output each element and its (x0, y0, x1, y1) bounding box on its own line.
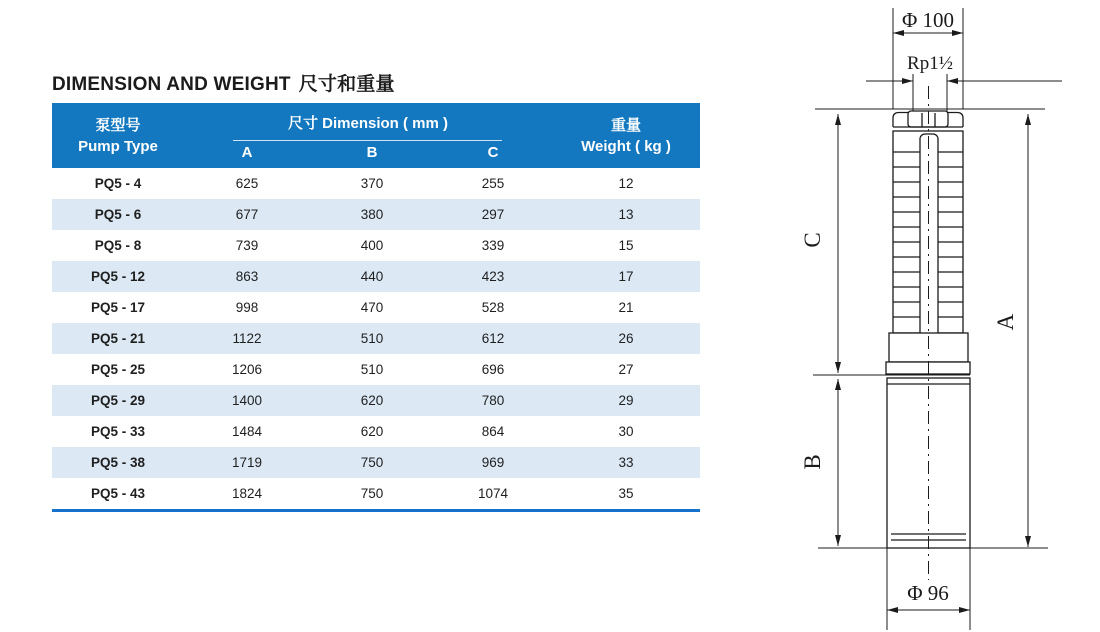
header-dimension-underline (233, 140, 502, 141)
table-row (52, 199, 700, 230)
cell-weight: 13 (618, 207, 634, 222)
label-dim-b: B (800, 454, 825, 470)
cell-dim-c: 864 (481, 424, 505, 439)
cell-pump-type: PQ5 - 8 (94, 238, 142, 253)
table-body (52, 168, 700, 509)
cell-weight: 29 (618, 393, 634, 408)
cell-dim-a: 1122 (232, 331, 262, 346)
label-dia-96: Φ 96 (907, 581, 949, 605)
cell-weight: 17 (618, 269, 634, 284)
cell-dim-a: 1824 (231, 486, 263, 501)
cell-dim-c: 969 (481, 455, 505, 470)
header-weight-zh: 重量 (610, 117, 641, 134)
cell-pump-type: PQ5 - 17 (90, 300, 146, 315)
cell-dim-b: 510 (360, 331, 384, 346)
cell-dim-a: 1400 (231, 393, 263, 408)
cell-weight: 33 (618, 455, 634, 470)
arrowhead-right-icon (959, 607, 970, 613)
table-row (52, 261, 700, 292)
dimension-weight-table (52, 103, 700, 515)
cell-dim-b: 620 (360, 393, 384, 408)
header-col-a: A (241, 144, 253, 161)
cell-weight: 12 (618, 176, 634, 191)
cell-dim-a: 863 (235, 269, 259, 284)
cell-weight: 15 (618, 238, 634, 253)
cell-dim-a: 625 (235, 176, 259, 191)
page-title-en: DIMENSION AND WEIGHT (52, 74, 291, 95)
header-col-b: B (366, 144, 378, 161)
header-pump-type-en: Pump Type (78, 138, 158, 155)
cell-pump-type: PQ5 - 12 (90, 269, 146, 284)
cap-shoulder-right (948, 113, 963, 128)
cell-dim-a: 739 (235, 238, 259, 253)
cell-dim-c: 612 (481, 331, 505, 346)
arrowhead-right-icon (902, 78, 913, 84)
header-weight (552, 103, 700, 168)
cell-pump-type: PQ5 - 38 (90, 455, 146, 470)
table-row (52, 385, 700, 416)
cell-pump-type: PQ5 - 29 (90, 393, 146, 408)
header-pump-type-zh: 泵型号 (95, 117, 141, 134)
table-row (52, 292, 700, 323)
cell-pump-type: PQ5 - 6 (94, 207, 142, 222)
header-dimension-group (184, 103, 552, 168)
cap-shoulder-left (893, 113, 908, 128)
header-col-c: C (487, 144, 499, 161)
cell-weight: 21 (618, 300, 634, 315)
page-title-zh: 尺寸和重量 (298, 74, 395, 95)
label-dia-100: Φ 100 (901, 8, 955, 32)
cell-dim-b: 750 (360, 455, 384, 470)
pump-outline-drawing (780, 0, 1100, 632)
cell-pump-type: PQ5 - 4 (94, 176, 142, 191)
cell-dim-c: 528 (481, 300, 505, 315)
cell-dim-a: 1206 (231, 362, 263, 377)
cell-pump-type: PQ5 - 21 (90, 331, 146, 346)
header-dimension-title: 尺寸 Dimension ( mm ) (287, 115, 448, 132)
arrowhead-left-icon (887, 607, 898, 613)
table-header (52, 103, 700, 168)
header-weight-en: Weight ( kg ) (581, 138, 671, 155)
label-dim-a: A (993, 313, 1018, 331)
table-row (52, 416, 700, 447)
header-pump-type (52, 103, 184, 168)
table-row (52, 230, 700, 261)
cell-dim-a: 1484 (231, 424, 263, 439)
cell-weight: 30 (618, 424, 634, 439)
table-row (52, 168, 700, 199)
cell-weight: 35 (618, 486, 634, 501)
cell-weight: 26 (618, 331, 634, 346)
label-dim-c: C (800, 232, 825, 248)
arrowhead-up-icon (835, 114, 841, 125)
cell-dim-a: 1719 (231, 455, 263, 470)
arrowhead-down-icon (835, 535, 841, 546)
table-row (52, 323, 700, 354)
cell-dim-b: 440 (360, 269, 384, 284)
cell-dim-a: 998 (235, 300, 259, 315)
cell-dim-a: 677 (235, 207, 259, 222)
cell-dim-b: 400 (360, 238, 384, 253)
cell-dim-c: 423 (481, 269, 505, 284)
cell-dim-c: 696 (481, 362, 505, 377)
cell-dim-c: 780 (481, 393, 505, 408)
table-row (52, 354, 700, 385)
table-bottom-rule (52, 509, 700, 512)
table-row (52, 478, 700, 509)
label-thread-rp1half: Rp1½ (907, 53, 953, 74)
cell-dim-c: 339 (481, 238, 505, 253)
pump-drawing-svg (780, 0, 1100, 632)
cell-dim-c: 255 (481, 176, 505, 191)
cell-dim-b: 620 (360, 424, 384, 439)
cell-dim-b: 380 (360, 207, 384, 222)
cell-pump-type: PQ5 - 33 (90, 424, 146, 439)
cell-dim-c: 1074 (477, 486, 509, 501)
arrowhead-left-icon (947, 78, 958, 84)
cell-pump-type: PQ5 - 25 (90, 362, 146, 377)
cell-dim-c: 297 (481, 207, 505, 222)
cell-dim-b: 510 (360, 362, 384, 377)
cell-weight: 27 (618, 362, 634, 377)
cell-dim-b: 470 (360, 300, 384, 315)
arrowhead-down-icon (835, 362, 841, 373)
page-title (52, 69, 395, 96)
arrowhead-up-icon (835, 379, 841, 390)
table-row (52, 447, 700, 478)
arrowhead-up-icon (1025, 114, 1031, 125)
arrowhead-down-icon (1025, 536, 1031, 547)
cell-dim-b: 370 (360, 176, 384, 191)
cell-pump-type: PQ5 - 43 (90, 486, 146, 501)
cell-dim-b: 750 (360, 486, 384, 501)
table-body-grid (52, 168, 700, 509)
